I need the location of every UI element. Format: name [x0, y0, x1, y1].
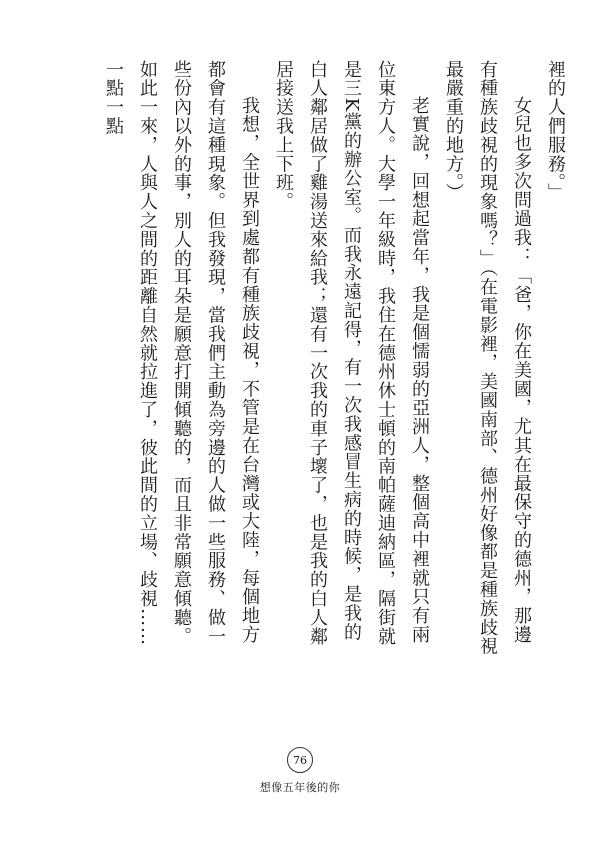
paragraph-2: 女兒也多次問過我：「爸，你在美國，尤其在最保守的德州，那邊有種族歧視的現象嗎？」（在電影裡，美國南部、德州好像都是種族歧視最嚴重的地方。）	[443, 60, 532, 656]
book-title: 想像五年後的你	[259, 781, 341, 794]
page-number: 76	[287, 747, 313, 773]
body-text	[7, 60, 572, 660]
paragraph-4: 我想，全世界到處都有種族歧視，不管是在台灣或大陸，每個地方都會有這種現象。但我發現，當我們主動為旁邊的人做一些服務、做一些份內以外的事，別人的耳朵是願意打開傾聽的，而且非常願意傾聽。如此一來，人與人之間的距離自然就拉進了，彼此間的立場、歧視……一點一點	[103, 60, 260, 646]
paragraph-3: 老實說，回想起當年，我是個懦弱的亞洲人，整個高中裡就只有兩位東方人。大學一年級時，我住在德州休士頓的南帕薩迪納區，隔街就是三K黨的辦公室。而我永遠記得，有一次我感冒生病的時候，是我的白人鄰居做了雞湯送來給我；還有一次我的車子壞了，也是我的白人鄰居接送我上下班。	[273, 60, 430, 646]
paragraph-1: 裡的人們服務。」	[545, 60, 566, 203]
